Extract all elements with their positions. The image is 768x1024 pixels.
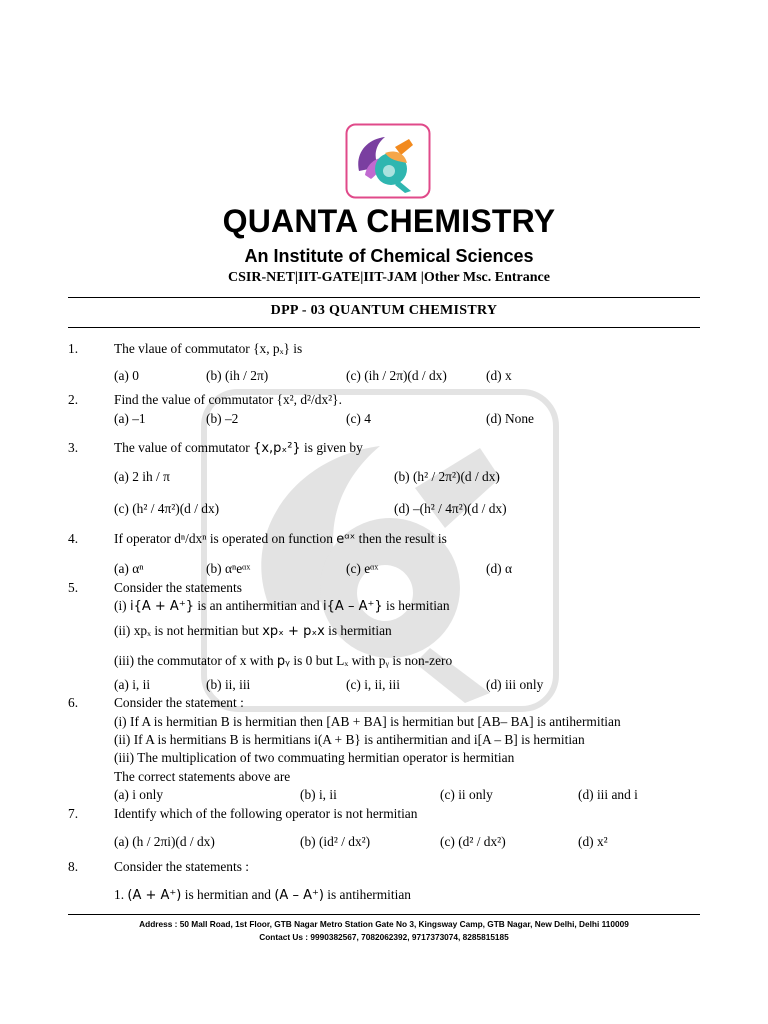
option-a: (a) i, ii — [114, 677, 151, 692]
option-b: (b) –2 — [206, 411, 239, 426]
statement-line: (i) If A is hermitian B is hermitian then [AB + BA] is hermitian but [AB– BA] is antihermitian — [114, 714, 621, 729]
statement-text: is antihermitian — [327, 887, 411, 902]
option-d: (d) x — [486, 368, 512, 383]
option-b: (b) ii, iii — [206, 677, 251, 692]
question-number: 5. — [68, 580, 79, 595]
option-d: (d) x² — [578, 834, 608, 849]
option-b: (b) αⁿeᵅˣ — [206, 561, 251, 576]
statement-text: (ii) xpₓ is not hermitian but — [114, 623, 259, 638]
option-d: (d) iii and i — [578, 787, 638, 802]
statement-line: The correct statements above are — [114, 769, 291, 784]
math-expression: i{A + A⁺} — [130, 599, 194, 614]
math-expression: xpₓ + pₓx — [262, 624, 325, 639]
option-c: (c) 4 — [346, 411, 371, 426]
question-text: Identify which of the following operator is not hermitian — [114, 806, 418, 821]
option-a: (a) 0 — [114, 368, 139, 383]
question-number: 1. — [68, 341, 79, 356]
statement-text: is hermitian — [385, 598, 450, 613]
question-text-post: is given by — [304, 440, 363, 455]
question-text-post: then the result is — [358, 531, 447, 546]
option-c: (c) i, ii, iii — [346, 677, 400, 692]
option-a: (a) (h / 2πi)(d / dx) — [114, 834, 215, 849]
statement-ii — [114, 623, 392, 640]
question-text-pre: If operator dⁿ/dxⁿ is operated on function — [114, 531, 333, 546]
statement-text: is hermitian and — [184, 887, 271, 902]
statement-line: (ii) If A is hermitians B is hermitians i(A + B} is antihermitian and i[A – B] is hermitian — [114, 732, 585, 747]
question-text: Consider the statement : — [114, 695, 244, 710]
institute-tagline: An Institute of Chemical Sciences — [244, 246, 534, 266]
option-a: (a) 2 ih / π — [114, 469, 170, 484]
header-rule-top — [68, 297, 700, 298]
statement-label: (i) — [114, 598, 127, 613]
quanta-logo — [345, 123, 431, 199]
brand-title: QUANTA CHEMISTRY — [222, 203, 556, 239]
footer-contact: Contact Us : 9990382567, 7082062392, 9717373074, 8285815185 — [259, 932, 509, 942]
option-a: (a) i only — [114, 787, 164, 802]
option-a: (a) –1 — [114, 411, 146, 426]
question-text — [114, 440, 363, 457]
question-text: The vlaue of commutator {x, pₓ} is — [114, 341, 303, 356]
statement-iii — [114, 653, 452, 670]
option-c: (c) (ih / 2π)(d / dx) — [346, 368, 447, 383]
question-number: 6. — [68, 695, 79, 710]
commutator-expression: {x,pₓ²} — [253, 441, 301, 456]
question-number: 2. — [68, 392, 79, 407]
statement-text: is an antihermitian and — [197, 598, 320, 613]
question-text: Consider the statements : — [114, 859, 249, 874]
question-text: Find the value of commutator {x², d²/dx²}. — [114, 392, 342, 407]
option-c: (c) (d² / dx²) — [440, 834, 506, 849]
question-text-pre: The value of commutator — [114, 440, 250, 455]
option-b: (b) (id² / dx²) — [300, 834, 371, 849]
option-d: (d) iii only — [486, 677, 544, 692]
option-d: (d) –(h² / 4π²)(d / dx) — [394, 501, 507, 516]
statement-text: (iii) the commutator of x with — [114, 653, 274, 668]
math-expression: i{A – A⁺} — [323, 599, 383, 614]
question-number: 8. — [68, 859, 79, 874]
footer-rule — [68, 914, 700, 915]
math-expression: pᵧ — [276, 654, 291, 669]
statement-text: is hermitian — [328, 623, 392, 638]
option-b: (b) (ih / 2π) — [206, 368, 269, 383]
statement-line — [114, 887, 411, 904]
exponential-function: eᵅˣ — [336, 532, 356, 547]
statement-text: is 0 but Lₓ with pᵧ is non-zero — [293, 653, 453, 668]
statement-i — [114, 598, 450, 615]
question-number: 4. — [68, 531, 79, 546]
option-a: (a) αⁿ — [114, 561, 144, 576]
option-c: (c) ii only — [440, 787, 493, 802]
option-c: (c) eᵅˣ — [346, 561, 379, 576]
exam-list: CSIR-NET|IIT-GATE|IIT-JAM |Other Msc. Entrance — [228, 270, 550, 285]
question-number: 3. — [68, 440, 79, 455]
question-text: Consider the statements — [114, 580, 242, 595]
question-number: 7. — [68, 806, 79, 821]
option-b: (b) i, ii — [300, 787, 337, 802]
statement-label: 1. — [114, 887, 125, 902]
option-c: (c) (h² / 4π²)(d / dx) — [114, 501, 220, 516]
dpp-title: DPP - 03 QUANTUM CHEMISTRY — [270, 303, 498, 318]
option-d: (d) None — [486, 411, 534, 426]
option-b: (b) (h² / 2π²)(d / dx) — [394, 469, 500, 484]
statement-line: (iii) The multiplication of two commuating hermitian operator is hermitian — [114, 750, 515, 765]
math-expression: (A + A⁺) — [127, 888, 182, 903]
footer-address: Address : 50 Mall Road, 1st Floor, GTB Nagar Metro Station Gate No 3, Kingsway Camp, GTB Nagar, New Delhi, Delhi 110009 — [139, 919, 629, 929]
question-text — [114, 531, 447, 548]
option-d: (d) α — [486, 561, 512, 576]
math-expression: (A – A⁺) — [274, 888, 324, 903]
header-rule-bottom — [68, 327, 700, 328]
